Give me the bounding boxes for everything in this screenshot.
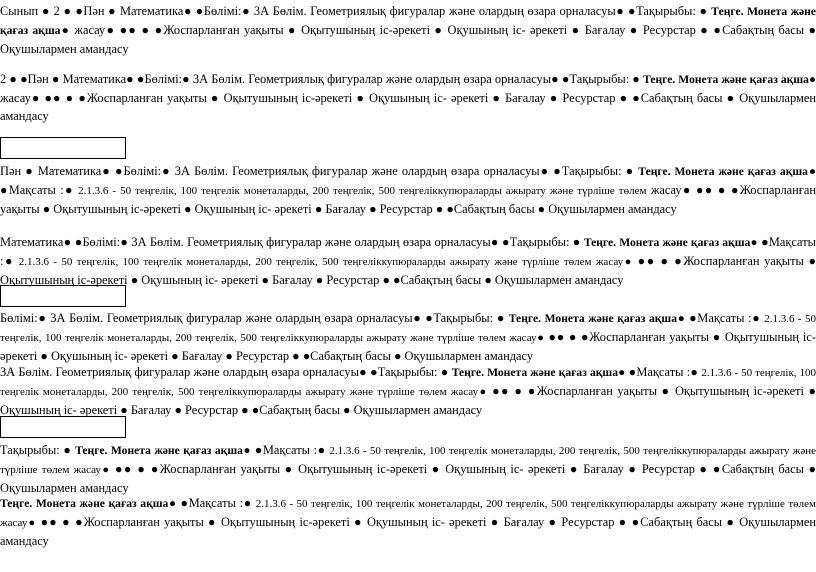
block-2-topic: Теңге. Монета және қағаз ақша●: [643, 73, 816, 86]
block-7-goal: 2.1.3.6 - 50 теңгелік, 100 теңгелік монеталарды, 200 теңгелік, 500 теңгеліккупюраларды ажырату және түрліше төлем жасау●: [0, 445, 816, 476]
block-8-tail: ●● ● ●Жоспарланған уақыты ● Оқытушының іс-әрекеті ● Оқушының іс- әрекеті ● Бағалау ● Ресурстар ● ●Сабақтың басы ● Оқушылармен амандасу: [0, 515, 816, 548]
block-6-tail: ●● ● ●Жоспарланған уақыты ● Оқытушының іс-әрекеті ● Оқушының іс- әрекеті ● Бағалау ● Ресурстар ● ●Сабақтың басы ● Оқушылармен амандасу: [0, 384, 816, 417]
block-8-goal: 2.1.3.6 - 50 теңгелік, 100 теңгелік монеталарды, 200 теңгелік, 500 теңгеліккупюраларды ажырату және түрліше төлем жасау●: [0, 498, 816, 529]
block-4-goal-label: ●Мақсаты :●: [0, 235, 816, 268]
block-6-goal-label: ●Мақсаты :●: [625, 365, 702, 379]
block-4-goal: 2.1.3.6 - 50 теңгелік, 100 теңгелік монеталарды, 200 теңгелік, 500 теңгеліккупюраларды ажырату және түрліше төлем жасау●: [18, 256, 633, 268]
block-4-topic: Теңге. Монета және қағаз ақша●: [583, 236, 758, 249]
text-block-7: [0, 441, 816, 497]
block-7-topic: Теңге. Монета және қағаз ақша●: [75, 444, 252, 457]
block-5-goal: 2.1.3.6 - 50 теңгелік, 100 теңгелік монеталарды, 200 теңгелік, 500 теңгеліккупюраларды ажырату және түрліше төлем жасау●: [0, 313, 816, 344]
text-block-2: [0, 70, 816, 125]
empty-box-1: [0, 137, 126, 159]
block-5-topic: Теңге. Монета және қағаз ақша●: [508, 312, 686, 325]
block-6-topic: Теңге. Монета және қағаз ақша●: [451, 366, 626, 379]
text-block-3: [0, 162, 816, 218]
block-7-text: Тақырыбы: ●: [0, 443, 76, 457]
block-8-topic: Теңге. Монета және қағаз ақша●: [0, 497, 177, 510]
block-3-text: Пән ● Математика● ●Бөлімі:● 3А Бөлім. Геометриялық фигуралар және олардың өзара орналасуы● ●Тақырыбы: ●: [0, 164, 639, 178]
block-1-text: Сынып ● 2 ● ●Пән ● Математика● ●Бөлімі:● 3А Бөлім. Геометриялық фигуралар және олардың өзара орналасуы● ●Тақырыбы: ●: [0, 4, 712, 18]
block-3-tail: жасау● ●● ● ●Жоспарланған уақыты ● Оқытушының іс-әрекеті ● Оқушының іс- әрекеті ● Бағалау ● Ресурстар ● ●Сабақтың басы ● Оқушылармен амандасу: [0, 183, 816, 216]
block-2-text: 2 ● ●Пән ● Математика● ●Бөлімі:● 3А Бөлім. Геометриялық фигуралар және олардың өзара орналасуы● ●Тақырыбы: ●: [0, 72, 644, 86]
block-5-tail: ●● ● ●Жоспарланған уақыты ● Оқытушының іс-әрекеті ● Оқушының іс- әрекеті ● Бағалау ● Ресурстар ● ●Сабақтың басы ● Оқушылармен амандасу: [0, 330, 816, 363]
text-block-1: [0, 2, 816, 58]
block-7-goal-label: ●Мақсаты :●: [251, 443, 330, 457]
block-4-tail: ●● ● ●Жоспарланған уақыты ● Оқытушының іс-әрекеті ● Оқушының іс- әрекеті ● Бағалау ● Ресурстар ● ●Сабақтың басы ● Оқушылармен амандасу: [0, 254, 816, 287]
block-6-goal: 2.1.3.6 - 50 теңгелік, 100 теңгелік монеталарды, 200 теңгелік, 500 теңгеліккупюраларды ажырату және түрліше төлем жасау●: [0, 367, 816, 398]
block-5-goal-label: ●Мақсаты :●: [685, 311, 765, 325]
block-2-tail: жасау● ●● ● ●Жоспарланған уақыты ● Оқытушының іс-әрекеті ● Оқушының іс- әрекеті ● Бағалау ● Ресурстар ● ●Сабақтың басы ● Оқушылармен амандасу: [0, 91, 816, 123]
block-3-goal: 2.1.3.6 - 50 теңгелік, 100 теңгелік монеталарды, 200 теңгелік, 500 теңгеліккупюраларды ажырату және түрліше төлем: [78, 185, 647, 197]
block-5-text: Бөлімі:● 3А Бөлім. Геометриялық фигуралар және олардың өзара орналасуы● ●Тақырыбы: ●: [0, 311, 509, 325]
text-block-5: [0, 309, 816, 365]
text-block-6: [0, 363, 816, 419]
block-7-tail: ●● ● ●Жоспарланған уақыты ● Оқытушының іс-әрекеті ● Оқушының іс- әрекеті ● Бағалау ● Ресурстар ● ●Сабақтың басы ● Оқушылармен амандасу: [0, 462, 816, 495]
block-4-text: Математика● ●Бөлімі:● 3А Бөлім. Геометриялық фигуралар және олардың өзара орналасуы● ●Тақырыбы: ●: [0, 235, 584, 249]
block-3-goal-label: ●Мақсаты :●: [0, 183, 79, 197]
empty-box-2: [0, 285, 126, 307]
text-block-4: [0, 233, 816, 289]
block-1-tail: жасау● ●● ● ●Жоспарланған уақыты ● Оқытушының іс-әрекеті ● Оқушының іс- әрекеті ● Бағалау ● Ресурстар ● ●Сабақтың басы ● Оқушылармен амандасу: [0, 23, 816, 56]
block-6-text: 3А Бөлім. Геометриялық фигуралар және олардың өзара орналасуы● ●Тақырыбы: ●: [0, 365, 452, 379]
block-8-goal-label: ●Мақсаты :●: [176, 496, 256, 510]
text-block-8: [0, 494, 816, 550]
block-3-topic: Теңге. Монета және қағаз ақша●: [638, 165, 816, 178]
block-1-topic: Теңге. Монета және қағаз ақша●: [0, 5, 816, 37]
empty-box-3: [0, 416, 126, 438]
